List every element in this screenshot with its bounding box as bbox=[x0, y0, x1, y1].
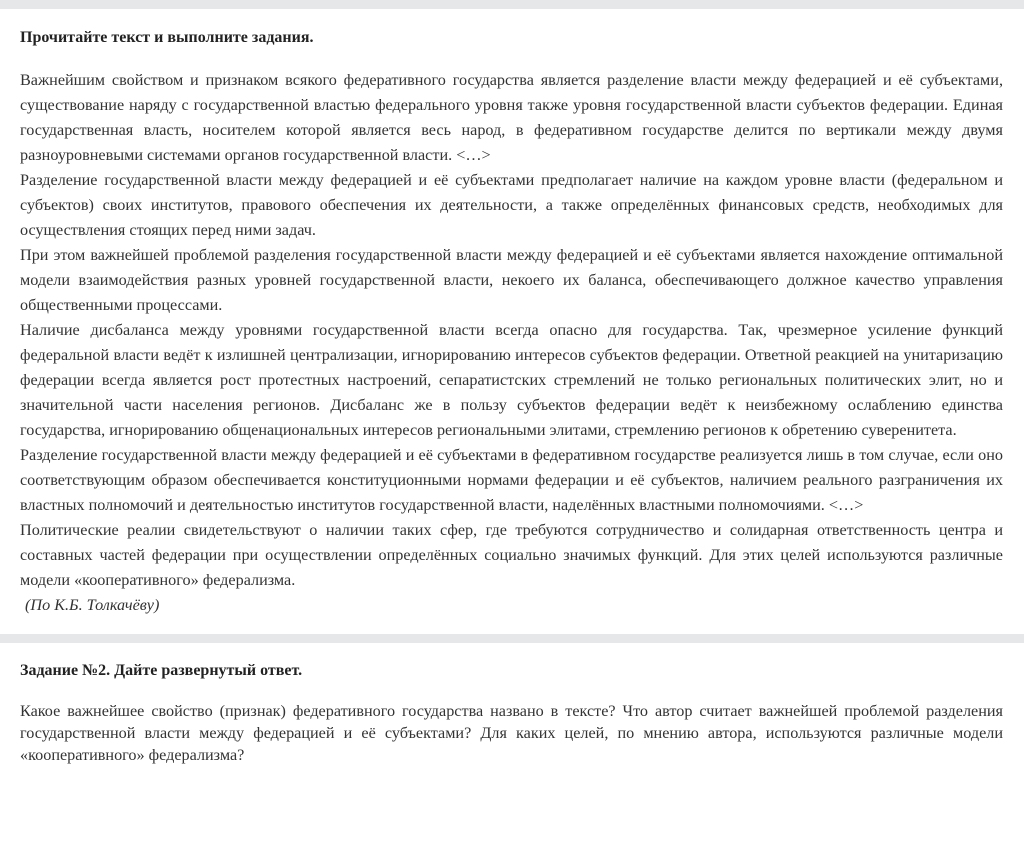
text-paragraph: Наличие дисбаланса между уровнями государственной власти всегда опасно для государства. Так, чрезмерное усиление функций федеральной власти ведёт к излишней централизации, игнорированию интересов субъектов федерации. Ответной реакцией на унитаризацию федерации всегда является рост протестных настроений, сепаратистских стремлений не только региональных политических элит, но и значительной части населения регионов. Дисбаланс же в пользу субъектов федерации ведёт к неизбежному ослаблению единства государства, игнорированию общенациональных интересов региональными элитами, стремлению регионов к обретению суверенитета. bbox=[20, 321, 1003, 439]
reading-instruction: Прочитайте текст и выполните задания. bbox=[20, 29, 314, 46]
reading-section bbox=[0, 9, 1024, 634]
top-divider-band bbox=[0, 0, 1024, 9]
task-section bbox=[0, 643, 1024, 766]
text-paragraph: Политические реалии свидетельствуют о наличии таких сфер, где требуются сотрудничество и солидарная ответственность центра и составных частей федерации при осуществлении определённых социально значимых функций. Для этих целей используются различные модели «кооперативного» федерализма. bbox=[20, 521, 1003, 589]
text-source-attribution: (По К.Б. Толкачёву) bbox=[25, 596, 160, 614]
section-divider-band bbox=[0, 634, 1024, 643]
task-question: Какое важнейшее свойство (признак) федеративного государства названо в тексте? Что автор считает важнейшей проблемой разделения государственной власти между федерацией и её субъектами? Для каких целей, по мнению автора, используются различные модели «кооперативного» федерализма? bbox=[20, 702, 1003, 764]
reading-text bbox=[20, 68, 1003, 618]
text-paragraph: При этом важнейшей проблемой разделения государственной власти между федерацией и её субъектами является нахождение оптимальной модели взаимодействия разных уровней государственной власти, некоего их баланса, обеспечивающего должное качество управления общественными процессами. bbox=[20, 246, 1003, 314]
text-paragraph: Разделение государственной власти между федерацией и её субъектами предполагает наличие на каждом уровне власти (федеральном и субъектов) своих институтов, правового обеспечения их деятельности, а также определённых финансовых средств, необходимых для осуществления стоящих перед ними задач. bbox=[20, 171, 1003, 239]
task-heading: Задание №2. Дайте развернутый ответ. bbox=[20, 662, 303, 679]
text-paragraph: Важнейшим свойством и признаком всякого федеративного государства является разделение власти между федерацией и её субъектами, существование наряду с государственной властью федерального уровня также уровня государственной власти субъектов федерации. Единая государственная власть, носителем которой является весь народ, в федеративном государстве делится по вертикали между двумя разноуровневыми системами органов государственной власти. <…> bbox=[20, 71, 1003, 164]
text-paragraph: Разделение государственной власти между федерацией и её субъектами в федеративном государстве реализуется лишь в том случае, если оно соответствующим образом обеспечивается конституционными нормами федерации и её субъектов, наличием реального разграничения их властных полномочий и деятельностью институтов государственной власти, наделённых властными полномочиями. <…> bbox=[20, 446, 1003, 514]
